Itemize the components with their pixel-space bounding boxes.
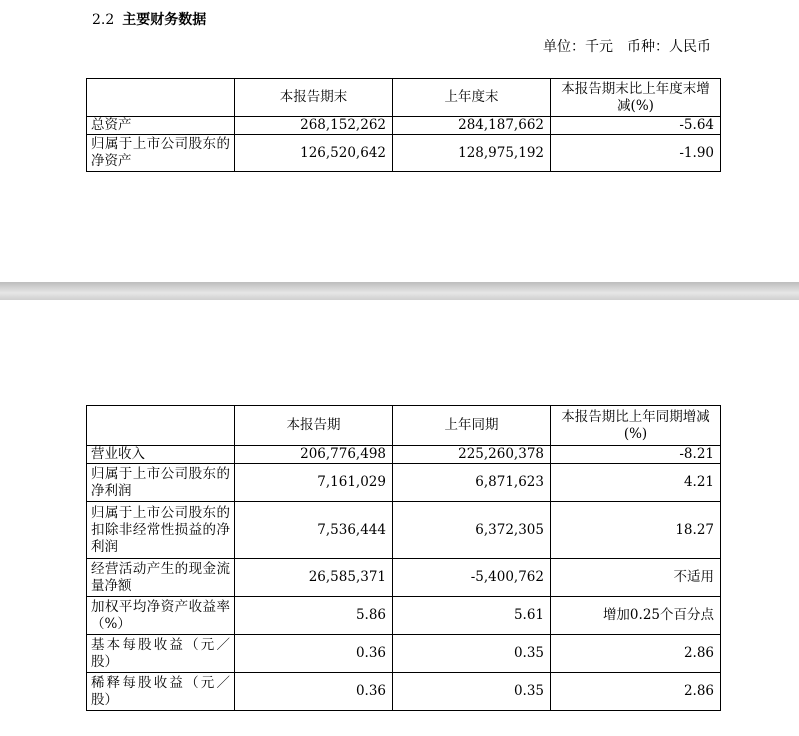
section-number: 2.2 — [92, 12, 115, 28]
page-separator — [0, 282, 799, 300]
row-label: 经营活动产生的现金流量净额 — [87, 559, 235, 597]
value-cell: 26,585,371 — [235, 559, 393, 597]
table-row — [87, 635, 721, 673]
value-cell: 0.36 — [235, 635, 393, 673]
value-cell: 284,187,662 — [393, 117, 551, 135]
income-statement-table — [86, 405, 721, 711]
value-cell: 增加0.25个百分点 — [551, 597, 721, 635]
value-cell: 5.86 — [235, 597, 393, 635]
table-row — [87, 673, 721, 711]
row-label: 归属于上市公司股东的净资产 — [87, 135, 235, 172]
row-label: 基本每股收益（元／股） — [87, 635, 235, 673]
row-label: 归属于上市公司股东的净利润 — [87, 464, 235, 502]
value-cell: 7,536,444 — [235, 502, 393, 559]
row-label: 归属于上市公司股东的扣除非经常性损益的净利润 — [87, 502, 235, 559]
header-cell: 上年同期 — [393, 406, 551, 446]
header-cell — [87, 79, 235, 117]
value-cell: 6,871,623 — [393, 464, 551, 502]
table-row — [87, 502, 721, 559]
value-cell: 0.36 — [235, 673, 393, 711]
header-cell: 本报告期末 — [235, 79, 393, 117]
value-cell: -5,400,762 — [393, 559, 551, 597]
value-cell: -5.64 — [551, 117, 721, 135]
table-row — [87, 597, 721, 635]
table-header-row — [87, 406, 721, 446]
value-cell: 2.86 — [551, 673, 721, 711]
value-cell: 5.61 — [393, 597, 551, 635]
section-title: 主要财务数据 — [122, 12, 207, 28]
table-row — [87, 559, 721, 597]
value-cell: 不适用 — [551, 559, 721, 597]
value-cell: 4.21 — [551, 464, 721, 502]
value-cell: 0.35 — [393, 673, 551, 711]
value-cell: 126,520,642 — [235, 135, 393, 172]
currency-label: 币种：人民币 — [627, 39, 711, 55]
table-row — [87, 117, 721, 135]
value-cell: 225,260,378 — [393, 446, 551, 464]
header-cell: 本报告期 — [235, 406, 393, 446]
value-cell: 2.86 — [551, 635, 721, 673]
unit-label: 单位：千元 — [543, 39, 613, 55]
value-cell: -1.90 — [551, 135, 721, 172]
value-cell: -8.21 — [551, 446, 721, 464]
header-cell: 本报告期末比上年度末增减(%) — [551, 79, 721, 117]
header-cell — [87, 406, 235, 446]
value-cell: 268,152,262 — [235, 117, 393, 135]
section-heading — [92, 9, 206, 29]
value-cell: 0.35 — [393, 635, 551, 673]
row-label: 稀释每股收益（元／股） — [87, 673, 235, 711]
header-cell: 上年度末 — [393, 79, 551, 117]
document-page-top — [0, 0, 799, 282]
table-row — [87, 135, 721, 172]
row-label: 总资产 — [87, 117, 235, 135]
table-header-row — [87, 79, 721, 117]
table-row — [87, 464, 721, 502]
header-cell: 本报告期比上年同期增减(%) — [551, 406, 721, 446]
value-cell: 128,975,192 — [393, 135, 551, 172]
balance-sheet-table — [86, 78, 721, 172]
value-cell: 206,776,498 — [235, 446, 393, 464]
value-cell: 6,372,305 — [393, 502, 551, 559]
table-row — [87, 446, 721, 464]
value-cell: 18.27 — [551, 502, 721, 559]
row-label: 营业收入 — [87, 446, 235, 464]
value-cell: 7,161,029 — [235, 464, 393, 502]
unit-currency-note — [543, 36, 711, 56]
row-label: 加权平均净资产收益率（%） — [87, 597, 235, 635]
